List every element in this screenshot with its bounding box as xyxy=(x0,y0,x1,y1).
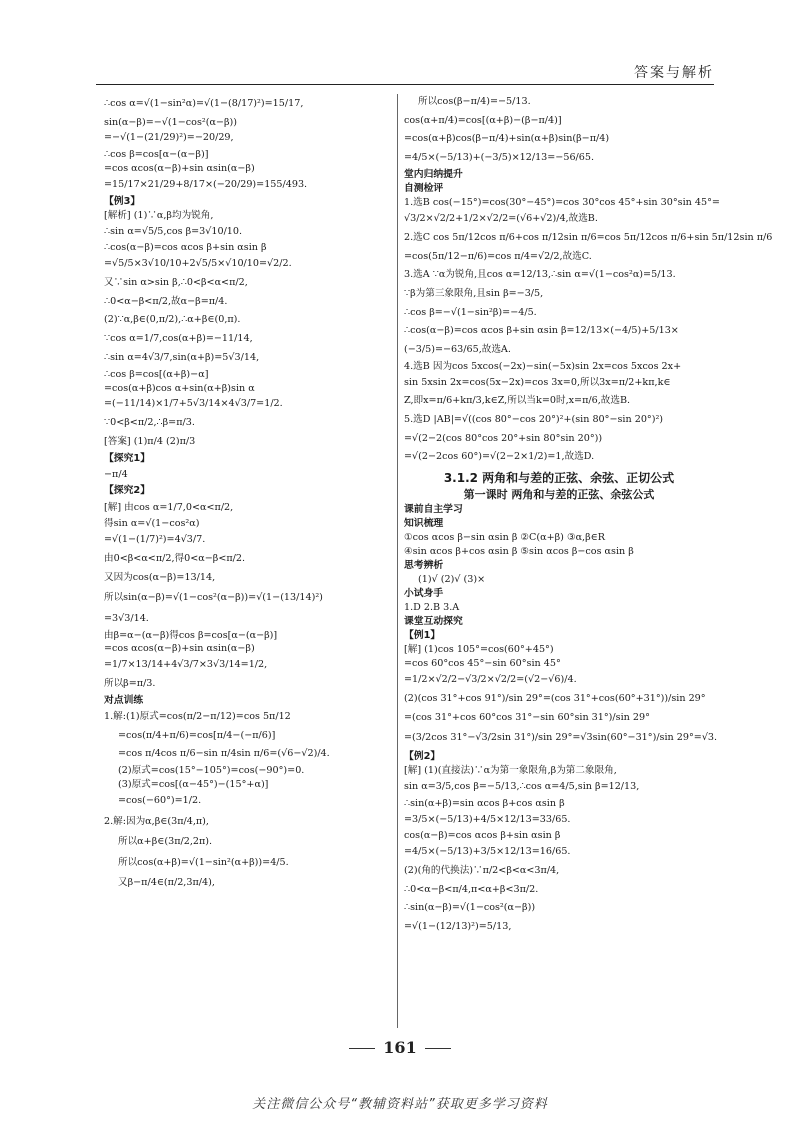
right-column-line: 思考辨析 xyxy=(404,559,444,571)
page-number-dash-left xyxy=(349,1048,375,1049)
right-column-line: =√(2−2cos 60°)=√(2−2×1/2)=1,故选D. xyxy=(404,451,595,463)
right-column-line: =3/5×(−5/13)+4/5×12/13=33/65. xyxy=(404,813,571,825)
right-column-line: (−3/5)=−63/65,故选A. xyxy=(404,344,511,356)
left-column-line: sin(α−β)=−√(1−cos²(α−β)) xyxy=(104,116,238,128)
right-column-line: [解] (1)cos 105°=cos(60°+45°) xyxy=(404,644,554,656)
right-column-line: 3.1.2 两角和与差的正弦、余弦、正切公式 xyxy=(443,471,675,486)
left-column-line: 得sin α=√(1−cos²α) xyxy=(104,518,200,530)
right-column-line: =(3/2cos 31°−√3/2sin 31°)/sin 29°=√3sin(60°−31°)/sin 29°=√3. xyxy=(404,732,718,744)
left-column-line: =cos(π/4+π/6)=cos[π/4−(−π/6)] xyxy=(118,729,276,741)
right-column-line: 堂内归纳提升 xyxy=(404,168,463,180)
right-column-line: 4.选B 因为cos 5xcos(−2x)−sin(−5x)sin 2x=cos 5xcos 2x+ xyxy=(404,360,682,372)
left-column-line: =(−11/14)×1/7+5√3/14×4√3/7=1/2. xyxy=(104,398,283,410)
left-column-line: (2)∵α,β∈(0,π/2),∴α+β∈(0,π). xyxy=(104,314,241,326)
right-column-line: =√(1−(12/13)²)=5/13, xyxy=(404,921,512,932)
right-column-line: 2.选C cos 5π/12cos π/6+cos π/12sin π/6=cos 5π/12cos π/6+sin 5π/12sin π/6 xyxy=(404,231,773,243)
right-column-line: sin 5xsin 2x=cos(5x−2x)=cos 3x=0,所以3x=π/2+kπ,k∈ xyxy=(404,376,671,388)
right-column-line: (1)√ (2)√ (3)× xyxy=(418,573,486,585)
right-column-line: ∵β为第三象限角,且sin β=−3/5, xyxy=(404,287,544,299)
left-column-line: =cos π/4cos π/6−sin π/4sin π/6=(√6−√2)/4. xyxy=(118,748,330,760)
right-column-line: [解] (1)(直接法)∵α为第一象限角,β为第二象限角, xyxy=(404,765,617,777)
footer-note: 关注微信公众号“教辅资料站”获取更多学习资料 xyxy=(252,1097,548,1112)
right-column-line: (2)(角的代换法)∵π/2<β<α<3π/4, xyxy=(404,864,560,876)
right-column-line: (2)(cos 31°+cos 91°)/sin 29°=(cos 31°+cos(60°+31°))/sin 29° xyxy=(404,692,706,704)
right-column-line: 1.选B cos(−15°)=cos(30°−45°)=cos 30°cos 45°+sin 30°sin 45°= xyxy=(404,197,720,209)
page-number-dash-right xyxy=(425,1048,451,1049)
right-column-line: √3/2×√2/2+1/2×√2/2=(√6+√2)/4,故选B. xyxy=(404,213,598,225)
right-column-line: 【例1】 xyxy=(404,630,441,642)
left-column-line: =cos(−60°)=1/2. xyxy=(118,794,202,806)
right-column-line: =cos(α+β)cos(β−π/4)+sin(α+β)sin(β−π/4) xyxy=(404,133,610,145)
left-column-line: =−√(1−(21/29)²)=−20/29, xyxy=(104,132,234,144)
left-column-line: ∴0<α−β<π/2,故α−β=π/4. xyxy=(104,295,228,307)
right-column xyxy=(404,93,773,1023)
right-column-line: ①cos αcos β−sin αsin β ②C(α+β) ③α,β∈R xyxy=(404,531,605,543)
right-column-line: ∴sin(α+β)=sin αcos β+cos αsin β xyxy=(404,797,565,809)
left-column-line: 由β=α−(α−β)得cos β=cos[α−(α−β)] xyxy=(104,629,278,641)
page-number xyxy=(0,1038,800,1057)
left-column-line: =15/17×21/29+8/17×(−20/29)=155/493. xyxy=(104,178,308,190)
right-column-line: 【例2】 xyxy=(404,750,441,762)
right-column-line: ∴0<α−β<π/4,π<α+β<3π/2. xyxy=(404,883,539,895)
left-column-line: −π/4 xyxy=(104,468,128,480)
header-title: 答案与解析 xyxy=(634,65,714,81)
left-column-line: ∴cos α=√(1−sin²α)=√(1−(8/17)²)=15/17, xyxy=(104,98,304,109)
right-column-line: 课前自主学习 xyxy=(404,503,463,515)
right-column-line: 所以cos(β−π/4)=−5/13. xyxy=(418,96,531,107)
header-rule xyxy=(96,84,714,85)
left-column-line: 又∵sin α>sin β,∴0<β<α<π/2, xyxy=(104,277,248,289)
left-column-line: ∵cos α=1/7,cos(α+β)=−11/14, xyxy=(104,333,253,345)
left-column-line: [解析] (1)∵α,β均为锐角, xyxy=(104,209,214,221)
right-column-line: ∴cos β=−√(1−sin²β)=−4/5. xyxy=(404,306,537,318)
right-column-line: =4/5×(−5/13)+(−3/5)×12/13=−56/65. xyxy=(404,152,595,164)
left-column-line: ∴cos(α−β)=cos αcos β+sin αsin β xyxy=(104,242,267,254)
right-column-line: 第一课时 两角和与差的正弦、余弦公式 xyxy=(463,488,655,502)
right-column-line: =4/5×(−5/13)+3/5×12/13=16/65. xyxy=(404,846,571,858)
left-column-line: (2)原式=cos(15°−105°)=cos(−90°)=0. xyxy=(118,765,305,777)
left-column-line: 【探究2】 xyxy=(104,485,151,497)
left-column-line: =√(1−(1/7)²)=4√3/7. xyxy=(104,534,206,546)
left-column-line: 所以sin(α−β)=√(1−cos²(α−β))=√(1−(13/14)²) xyxy=(104,592,323,604)
left-column-line: ∴cos β=cos[α−(α−β)] xyxy=(104,149,209,161)
right-column-line: Z,即x=π/6+kπ/3,k∈Z,所以当k=0时,x=π/6,故选B. xyxy=(404,395,631,407)
left-column-line: ∴cos β=cos[(α+β)−α] xyxy=(104,368,209,380)
left-column-line: [答案] (1)π/4 (2)π/3 xyxy=(104,435,196,447)
left-column-line: =1/7×13/14+4√3/7×3√3/14=1/2, xyxy=(104,659,268,671)
right-column-line: 1.D 2.B 3.A xyxy=(404,602,460,614)
left-column-line: 【例3】 xyxy=(104,195,141,207)
right-column-line: =cos 60°cos 45°−sin 60°sin 45° xyxy=(404,658,561,670)
left-column-line: =3√3/14. xyxy=(104,612,149,624)
left-column-line: 1.解:(1)原式=cos(π/2−π/12)=cos 5π/12 xyxy=(104,711,291,722)
left-column-line: =cos αcos(α−β)+sin αsin(α−β) xyxy=(104,163,255,175)
right-column-line: ∴cos(α−β)=cos αcos β+sin αsin β=12/13×(−4/5)+5/13× xyxy=(404,325,679,337)
left-column-line: =√5/5×3√10/10+2√5/5×√10/10=√2/2. xyxy=(104,258,292,270)
right-column-line: =(cos 31°+cos 60°cos 31°−sin 60°sin 31°)/sin 29° xyxy=(404,711,650,723)
left-column-line: 所以cos(α+β)=√(1−sin²(α+β))=4/5. xyxy=(118,856,289,868)
right-column-line: 课堂互动探究 xyxy=(404,616,463,627)
right-column-line: cos(α−β)=cos αcos β+sin αsin β xyxy=(404,830,561,842)
right-column-line: 3.选A ∵α为锐角,且cos α=12/13,∴sin α=√(1−cos²α)=5/13. xyxy=(404,269,676,281)
left-column-line: =cos αcos(α−β)+sin αsin(α−β) xyxy=(104,643,255,655)
left-column-line: ∴sin α=4√3/7,sin(α+β)=5√3/14, xyxy=(104,351,260,363)
left-column-line: 【探究1】 xyxy=(104,452,151,464)
right-column-line: ∴sin(α−β)=√(1−cos²(α−β)) xyxy=(404,902,536,914)
right-column-line: ④sin αcos β+cos αsin β ⑤sin αcos β−cos αsin β xyxy=(404,545,634,557)
right-column-line: =√(2−2(cos 80°cos 20°+sin 80°sin 20°)) xyxy=(404,432,603,444)
right-column-line: 知识梳理 xyxy=(404,517,444,529)
left-column-line: 2.解:因为α,β∈(3π/4,π), xyxy=(104,815,209,827)
right-column-line: 小试身手 xyxy=(404,587,444,599)
right-column-line: cos(α+π/4)=cos[(α+β)−(β−π/4)] xyxy=(404,114,562,126)
right-column-line: 自测检评 xyxy=(404,183,444,195)
left-column-line: 又因为cos(α−β)=13/14, xyxy=(104,571,216,583)
left-column-line: 对点训练 xyxy=(104,694,144,706)
left-column-line: ∴sin α=√5/5,cos β=3√10/10. xyxy=(104,225,243,237)
left-column-line: (3)原式=cos[(α−45°)−(15°+α)] xyxy=(118,779,269,791)
right-column-line: sin α=3/5,cos β=−5/13,∴cos α=4/5,sin β=12/13, xyxy=(404,780,640,792)
left-column-line: 所以β=π/3. xyxy=(104,678,156,690)
right-column-line: 5.选D |AB|=√((cos 80°−cos 20°)²+(sin 80°−sin 20°)²) xyxy=(404,414,664,426)
left-column-line: 由0<β<α<π/2,得0<α−β<π/2. xyxy=(104,552,246,564)
left-column-line: 又β−π/4∈(π/2,3π/4), xyxy=(118,877,215,889)
left-column xyxy=(104,93,404,1023)
left-column-line: ∵0<β<π/2,∴β=π/3. xyxy=(104,417,195,429)
right-column-line: =cos(5π/12−π/6)=cos π/4=√2/2,故选C. xyxy=(404,250,592,262)
left-column-line: 所以α+β∈(3π/2,2π). xyxy=(118,836,213,848)
right-column-line: =1/2×√2/2−√3/2×√2/2=(√2−√6)/4. xyxy=(404,674,577,686)
column-divider xyxy=(397,94,398,1028)
left-column-line: =cos(α+β)cos α+sin(α+β)sin α xyxy=(104,382,255,394)
page-number-text: 161 xyxy=(383,1038,417,1057)
left-column-line: [解] 由cos α=1/7,0<α<π/2, xyxy=(104,501,234,513)
